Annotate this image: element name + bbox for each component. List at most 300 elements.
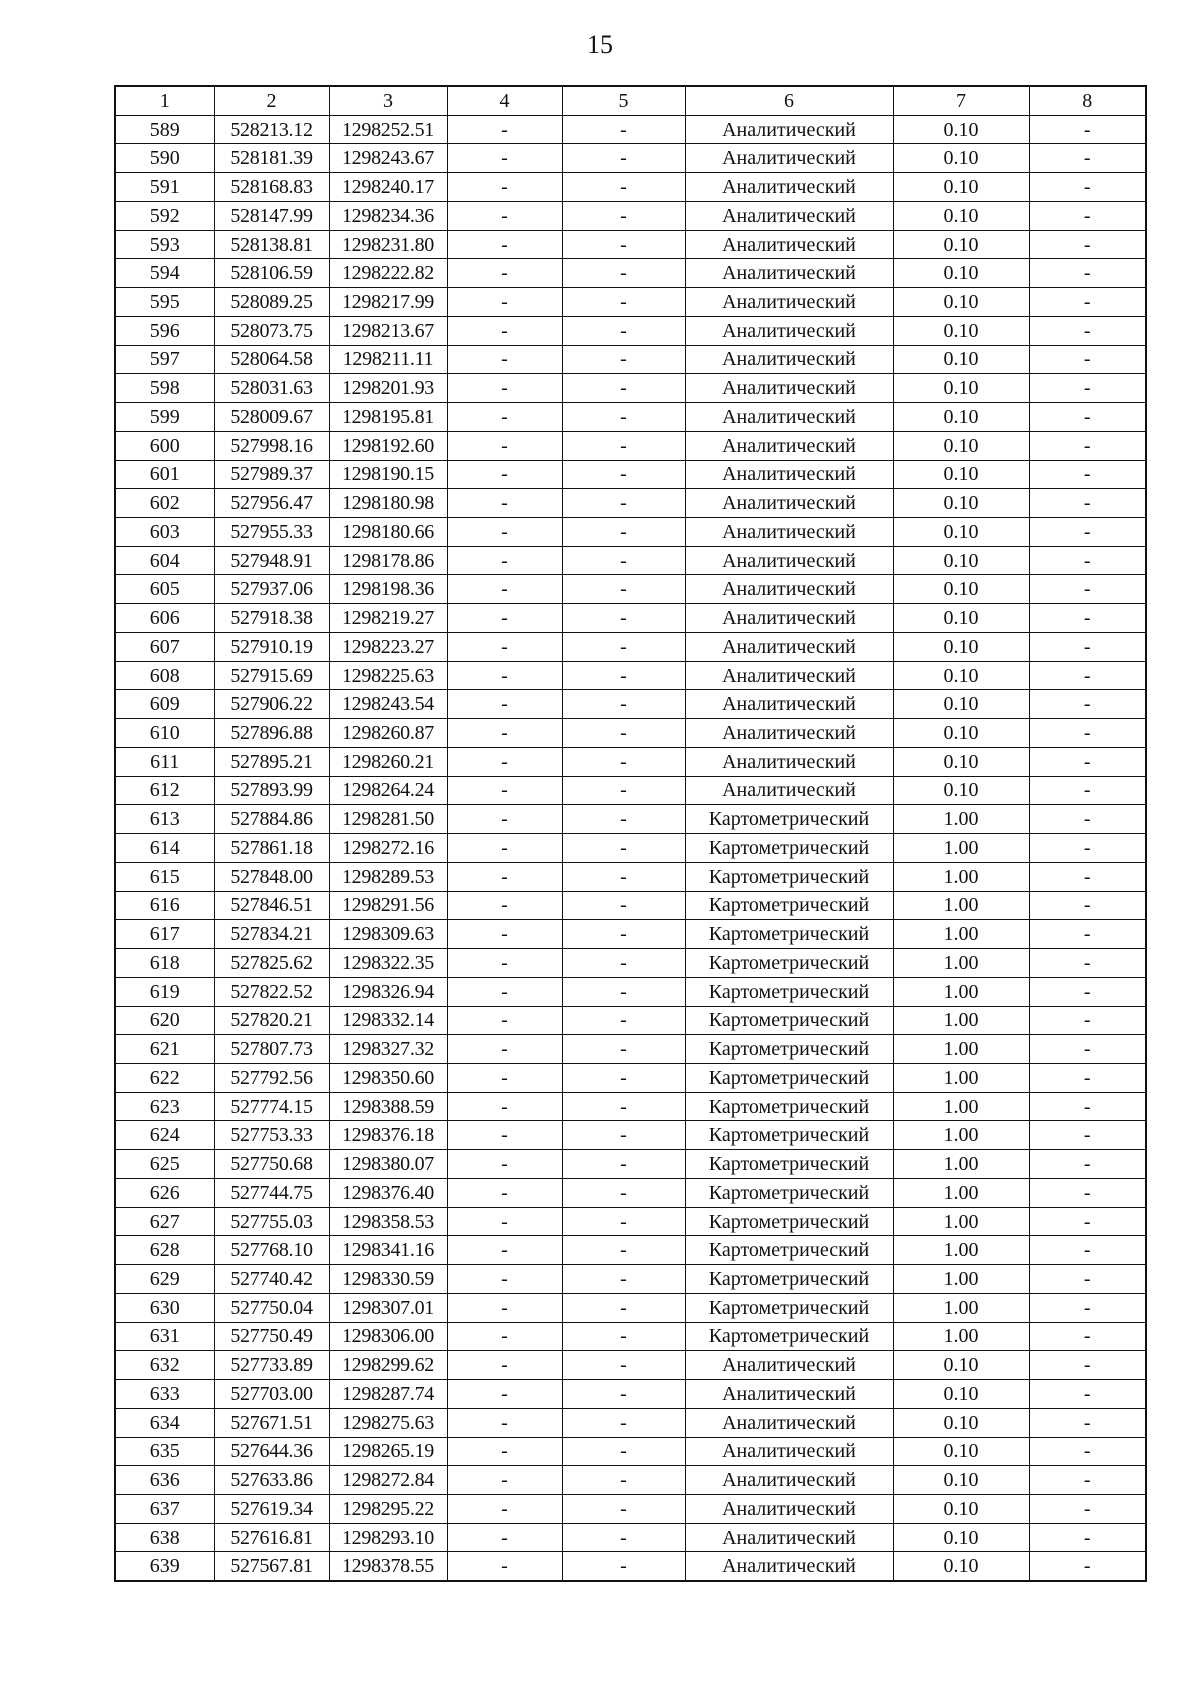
col4-cell: -	[447, 1063, 562, 1092]
x-coordinate-cell: 527753.33	[214, 1121, 329, 1150]
col4-cell: -	[447, 1351, 562, 1380]
method-cell: Аналитический	[685, 661, 893, 690]
accuracy-cell: 1.00	[893, 1293, 1029, 1322]
col5-cell: -	[562, 1035, 685, 1064]
col4-cell: -	[447, 891, 562, 920]
x-coordinate-cell: 527567.81	[214, 1552, 329, 1581]
col8-cell: -	[1029, 1408, 1146, 1437]
table-row	[115, 604, 1146, 633]
table-row	[115, 259, 1146, 288]
col4-cell: -	[447, 1121, 562, 1150]
point-number-cell: 630	[115, 1293, 214, 1322]
method-cell: Картометрический	[685, 1092, 893, 1121]
point-number-cell: 608	[115, 661, 214, 690]
point-number-cell: 613	[115, 805, 214, 834]
col8-cell: -	[1029, 316, 1146, 345]
y-coordinate-cell: 1298307.01	[329, 1293, 447, 1322]
col4-cell: -	[447, 1437, 562, 1466]
col5-cell: -	[562, 776, 685, 805]
method-cell: Аналитический	[685, 288, 893, 317]
accuracy-cell: 1.00	[893, 834, 1029, 863]
y-coordinate-cell: 1298195.81	[329, 403, 447, 432]
col5-cell: -	[562, 1408, 685, 1437]
col8-cell: -	[1029, 977, 1146, 1006]
col8-cell: -	[1029, 115, 1146, 144]
col4-cell: -	[447, 1035, 562, 1064]
method-cell: Аналитический	[685, 460, 893, 489]
y-coordinate-cell: 1298219.27	[329, 604, 447, 633]
col4-cell: -	[447, 230, 562, 259]
x-coordinate-cell: 528138.81	[214, 230, 329, 259]
col8-cell: -	[1029, 259, 1146, 288]
col8-cell: -	[1029, 747, 1146, 776]
point-number-cell: 604	[115, 546, 214, 575]
x-coordinate-cell: 527755.03	[214, 1207, 329, 1236]
point-number-cell: 617	[115, 920, 214, 949]
point-number-cell: 609	[115, 690, 214, 719]
col5-cell: -	[562, 518, 685, 547]
method-cell: Аналитический	[685, 1408, 893, 1437]
accuracy-cell: 0.10	[893, 1351, 1029, 1380]
table-row	[115, 1293, 1146, 1322]
method-cell: Аналитический	[685, 374, 893, 403]
y-coordinate-cell: 1298281.50	[329, 805, 447, 834]
method-cell: Картометрический	[685, 1265, 893, 1294]
col4-cell: -	[447, 173, 562, 202]
col8-cell: -	[1029, 201, 1146, 230]
y-coordinate-cell: 1298180.66	[329, 518, 447, 547]
x-coordinate-cell: 528147.99	[214, 201, 329, 230]
col8-cell: -	[1029, 1121, 1146, 1150]
y-coordinate-cell: 1298260.87	[329, 719, 447, 748]
x-coordinate-cell: 527834.21	[214, 920, 329, 949]
col8-cell: -	[1029, 575, 1146, 604]
x-coordinate-cell: 527937.06	[214, 575, 329, 604]
col5-cell: -	[562, 690, 685, 719]
x-coordinate-cell: 527644.36	[214, 1437, 329, 1466]
method-cell: Аналитический	[685, 575, 893, 604]
col8-cell: -	[1029, 776, 1146, 805]
accuracy-cell: 0.10	[893, 661, 1029, 690]
table-row	[115, 834, 1146, 863]
x-coordinate-cell: 527744.75	[214, 1178, 329, 1207]
y-coordinate-cell: 1298213.67	[329, 316, 447, 345]
col4-cell: -	[447, 201, 562, 230]
method-cell: Картометрический	[685, 1236, 893, 1265]
column-header-1: 1	[115, 86, 214, 115]
x-coordinate-cell: 528089.25	[214, 288, 329, 317]
x-coordinate-cell: 527998.16	[214, 431, 329, 460]
method-cell: Аналитический	[685, 1437, 893, 1466]
col5-cell: -	[562, 546, 685, 575]
table-row	[115, 690, 1146, 719]
col5-cell: -	[562, 374, 685, 403]
x-coordinate-cell: 527861.18	[214, 834, 329, 863]
x-coordinate-cell: 527825.62	[214, 949, 329, 978]
col5-cell: -	[562, 1523, 685, 1552]
col8-cell: -	[1029, 862, 1146, 891]
table-row	[115, 805, 1146, 834]
col5-cell: -	[562, 403, 685, 432]
point-number-cell: 625	[115, 1150, 214, 1179]
x-coordinate-cell: 527846.51	[214, 891, 329, 920]
col5-cell: -	[562, 1494, 685, 1523]
x-coordinate-cell: 527910.19	[214, 632, 329, 661]
accuracy-cell: 1.00	[893, 891, 1029, 920]
method-cell: Картометрический	[685, 1207, 893, 1236]
accuracy-cell: 0.10	[893, 546, 1029, 575]
col4-cell: -	[447, 115, 562, 144]
col4-cell: -	[447, 1092, 562, 1121]
point-number-cell: 636	[115, 1466, 214, 1495]
table-row	[115, 632, 1146, 661]
method-cell: Аналитический	[685, 259, 893, 288]
point-number-cell: 634	[115, 1408, 214, 1437]
col4-cell: -	[447, 1408, 562, 1437]
col8-cell: -	[1029, 431, 1146, 460]
point-number-cell: 629	[115, 1265, 214, 1294]
table-row	[115, 1121, 1146, 1150]
y-coordinate-cell: 1298198.36	[329, 575, 447, 604]
table-row	[115, 920, 1146, 949]
table-row	[115, 489, 1146, 518]
y-coordinate-cell: 1298376.18	[329, 1121, 447, 1150]
table-row	[115, 719, 1146, 748]
x-coordinate-cell: 527948.91	[214, 546, 329, 575]
x-coordinate-cell: 527792.56	[214, 1063, 329, 1092]
col4-cell: -	[447, 575, 562, 604]
col8-cell: -	[1029, 1322, 1146, 1351]
y-coordinate-cell: 1298358.53	[329, 1207, 447, 1236]
point-number-cell: 615	[115, 862, 214, 891]
y-coordinate-cell: 1298240.17	[329, 173, 447, 202]
table-row	[115, 1006, 1146, 1035]
y-coordinate-cell: 1298388.59	[329, 1092, 447, 1121]
accuracy-cell: 1.00	[893, 1121, 1029, 1150]
y-coordinate-cell: 1298243.54	[329, 690, 447, 719]
accuracy-cell: 1.00	[893, 805, 1029, 834]
col8-cell: -	[1029, 1552, 1146, 1581]
accuracy-cell: 0.10	[893, 144, 1029, 173]
page-number: 15	[587, 30, 613, 59]
x-coordinate-cell: 528064.58	[214, 345, 329, 374]
y-coordinate-cell: 1298272.16	[329, 834, 447, 863]
y-coordinate-cell: 1298211.11	[329, 345, 447, 374]
x-coordinate-cell: 527616.81	[214, 1523, 329, 1552]
y-coordinate-cell: 1298201.93	[329, 374, 447, 403]
table-row	[115, 1322, 1146, 1351]
method-cell: Картометрический	[685, 1121, 893, 1150]
accuracy-cell: 0.10	[893, 575, 1029, 604]
x-coordinate-cell: 527820.21	[214, 1006, 329, 1035]
accuracy-cell: 0.10	[893, 776, 1029, 805]
col4-cell: -	[447, 949, 562, 978]
col8-cell: -	[1029, 489, 1146, 518]
method-cell: Картометрический	[685, 1178, 893, 1207]
point-number-cell: 626	[115, 1178, 214, 1207]
method-cell: Картометрический	[685, 1006, 893, 1035]
col4-cell: -	[447, 144, 562, 173]
y-coordinate-cell: 1298376.40	[329, 1178, 447, 1207]
table-row	[115, 1178, 1146, 1207]
method-cell: Аналитический	[685, 1552, 893, 1581]
point-number-cell: 589	[115, 115, 214, 144]
col5-cell: -	[562, 431, 685, 460]
x-coordinate-cell: 527989.37	[214, 460, 329, 489]
col5-cell: -	[562, 1265, 685, 1294]
x-coordinate-cell: 527768.10	[214, 1236, 329, 1265]
table-row	[115, 546, 1146, 575]
accuracy-cell: 1.00	[893, 1322, 1029, 1351]
table-row	[115, 1207, 1146, 1236]
method-cell: Аналитический	[685, 604, 893, 633]
x-coordinate-cell: 527740.42	[214, 1265, 329, 1294]
y-coordinate-cell: 1298178.86	[329, 546, 447, 575]
col4-cell: -	[447, 805, 562, 834]
col5-cell: -	[562, 1380, 685, 1409]
y-coordinate-cell: 1298306.00	[329, 1322, 447, 1351]
col8-cell: -	[1029, 891, 1146, 920]
col8-cell: -	[1029, 1437, 1146, 1466]
point-number-cell: 602	[115, 489, 214, 518]
accuracy-cell: 0.10	[893, 1523, 1029, 1552]
accuracy-cell: 0.10	[893, 201, 1029, 230]
accuracy-cell: 0.10	[893, 431, 1029, 460]
point-number-cell: 610	[115, 719, 214, 748]
y-coordinate-cell: 1298264.24	[329, 776, 447, 805]
col5-cell: -	[562, 604, 685, 633]
point-number-cell: 601	[115, 460, 214, 489]
col5-cell: -	[562, 834, 685, 863]
col4-cell: -	[447, 1150, 562, 1179]
col5-cell: -	[562, 201, 685, 230]
x-coordinate-cell: 527955.33	[214, 518, 329, 547]
point-number-cell: 639	[115, 1552, 214, 1581]
col8-cell: -	[1029, 345, 1146, 374]
method-cell: Картометрический	[685, 805, 893, 834]
table-row	[115, 1494, 1146, 1523]
y-coordinate-cell: 1298332.14	[329, 1006, 447, 1035]
point-number-cell: 593	[115, 230, 214, 259]
table-row	[115, 977, 1146, 1006]
method-cell: Аналитический	[685, 546, 893, 575]
col8-cell: -	[1029, 1523, 1146, 1552]
col4-cell: -	[447, 1322, 562, 1351]
col5-cell: -	[562, 288, 685, 317]
accuracy-cell: 1.00	[893, 1265, 1029, 1294]
accuracy-cell: 1.00	[893, 1006, 1029, 1035]
col4-cell: -	[447, 834, 562, 863]
method-cell: Картометрический	[685, 920, 893, 949]
col5-cell: -	[562, 805, 685, 834]
x-coordinate-cell: 528213.12	[214, 115, 329, 144]
accuracy-cell: 0.10	[893, 173, 1029, 202]
col8-cell: -	[1029, 690, 1146, 719]
y-coordinate-cell: 1298330.59	[329, 1265, 447, 1294]
accuracy-cell: 0.10	[893, 690, 1029, 719]
accuracy-cell: 0.10	[893, 747, 1029, 776]
col4-cell: -	[447, 661, 562, 690]
col8-cell: -	[1029, 1265, 1146, 1294]
y-coordinate-cell: 1298180.98	[329, 489, 447, 518]
col4-cell: -	[447, 460, 562, 489]
y-coordinate-cell: 1298327.32	[329, 1035, 447, 1064]
col4-cell: -	[447, 518, 562, 547]
y-coordinate-cell: 1298293.10	[329, 1523, 447, 1552]
col4-cell: -	[447, 259, 562, 288]
col8-cell: -	[1029, 1006, 1146, 1035]
accuracy-cell: 1.00	[893, 949, 1029, 978]
y-coordinate-cell: 1298272.84	[329, 1466, 447, 1495]
col5-cell: -	[562, 1552, 685, 1581]
x-coordinate-cell: 527956.47	[214, 489, 329, 518]
table-row	[115, 316, 1146, 345]
col5-cell: -	[562, 862, 685, 891]
point-number-cell: 590	[115, 144, 214, 173]
table-row	[115, 288, 1146, 317]
y-coordinate-cell: 1298260.21	[329, 747, 447, 776]
method-cell: Аналитический	[685, 632, 893, 661]
col8-cell: -	[1029, 632, 1146, 661]
col5-cell: -	[562, 259, 685, 288]
table-row	[115, 1092, 1146, 1121]
col8-cell: -	[1029, 1092, 1146, 1121]
col4-cell: -	[447, 1006, 562, 1035]
col8-cell: -	[1029, 1466, 1146, 1495]
col5-cell: -	[562, 230, 685, 259]
column-header-8: 8	[1029, 86, 1146, 115]
col8-cell: -	[1029, 288, 1146, 317]
accuracy-cell: 0.10	[893, 316, 1029, 345]
method-cell: Аналитический	[685, 489, 893, 518]
method-cell: Картометрический	[685, 1150, 893, 1179]
col5-cell: -	[562, 1092, 685, 1121]
method-cell: Картометрический	[685, 862, 893, 891]
point-number-cell: 618	[115, 949, 214, 978]
method-cell: Аналитический	[685, 403, 893, 432]
col8-cell: -	[1029, 230, 1146, 259]
col8-cell: -	[1029, 1178, 1146, 1207]
col5-cell: -	[562, 1293, 685, 1322]
method-cell: Аналитический	[685, 230, 893, 259]
method-cell: Аналитический	[685, 518, 893, 547]
x-coordinate-cell: 527619.34	[214, 1494, 329, 1523]
accuracy-cell: 1.00	[893, 1092, 1029, 1121]
col4-cell: -	[447, 1293, 562, 1322]
y-coordinate-cell: 1298299.62	[329, 1351, 447, 1380]
col5-cell: -	[562, 489, 685, 518]
col8-cell: -	[1029, 834, 1146, 863]
point-number-cell: 614	[115, 834, 214, 863]
method-cell: Картометрический	[685, 1322, 893, 1351]
x-coordinate-cell: 528009.67	[214, 403, 329, 432]
x-coordinate-cell: 527750.49	[214, 1322, 329, 1351]
column-header-7: 7	[893, 86, 1029, 115]
table-row	[115, 776, 1146, 805]
y-coordinate-cell: 1298223.27	[329, 632, 447, 661]
accuracy-cell: 0.10	[893, 489, 1029, 518]
accuracy-cell: 1.00	[893, 1236, 1029, 1265]
col5-cell: -	[562, 144, 685, 173]
col4-cell: -	[447, 920, 562, 949]
col4-cell: -	[447, 403, 562, 432]
table-row	[115, 1236, 1146, 1265]
col5-cell: -	[562, 460, 685, 489]
x-coordinate-cell: 527633.86	[214, 1466, 329, 1495]
col4-cell: -	[447, 1523, 562, 1552]
y-coordinate-cell: 1298350.60	[329, 1063, 447, 1092]
x-coordinate-cell: 527774.15	[214, 1092, 329, 1121]
table-row	[115, 374, 1146, 403]
accuracy-cell: 0.10	[893, 230, 1029, 259]
point-number-cell: 637	[115, 1494, 214, 1523]
table-row	[115, 518, 1146, 547]
table-row	[115, 1063, 1146, 1092]
accuracy-cell: 0.10	[893, 115, 1029, 144]
y-coordinate-cell: 1298341.16	[329, 1236, 447, 1265]
x-coordinate-cell: 528181.39	[214, 144, 329, 173]
col8-cell: -	[1029, 403, 1146, 432]
method-cell: Аналитический	[685, 1466, 893, 1495]
point-number-cell: 619	[115, 977, 214, 1006]
col4-cell: -	[447, 776, 562, 805]
point-number-cell: 607	[115, 632, 214, 661]
table-row	[115, 1552, 1146, 1581]
method-cell: Картометрический	[685, 834, 893, 863]
accuracy-cell: 0.10	[893, 374, 1029, 403]
y-coordinate-cell: 1298380.07	[329, 1150, 447, 1179]
point-number-cell: 635	[115, 1437, 214, 1466]
point-number-cell: 638	[115, 1523, 214, 1552]
col8-cell: -	[1029, 661, 1146, 690]
y-coordinate-cell: 1298252.51	[329, 115, 447, 144]
accuracy-cell: 0.10	[893, 604, 1029, 633]
point-number-cell: 603	[115, 518, 214, 547]
x-coordinate-cell: 527822.52	[214, 977, 329, 1006]
x-coordinate-cell: 527906.22	[214, 690, 329, 719]
table-row	[115, 575, 1146, 604]
accuracy-cell: 0.10	[893, 1494, 1029, 1523]
point-number-cell: 595	[115, 288, 214, 317]
x-coordinate-cell: 528168.83	[214, 173, 329, 202]
col5-cell: -	[562, 1178, 685, 1207]
method-cell: Аналитический	[685, 1523, 893, 1552]
table-row	[115, 891, 1146, 920]
x-coordinate-cell: 527733.89	[214, 1351, 329, 1380]
x-coordinate-cell: 527895.21	[214, 747, 329, 776]
point-number-cell: 632	[115, 1351, 214, 1380]
method-cell: Аналитический	[685, 144, 893, 173]
table-row	[115, 1466, 1146, 1495]
y-coordinate-cell: 1298217.99	[329, 288, 447, 317]
col5-cell: -	[562, 1351, 685, 1380]
method-cell: Картометрический	[685, 977, 893, 1006]
y-coordinate-cell: 1298192.60	[329, 431, 447, 460]
table-row	[115, 144, 1146, 173]
point-number-cell: 592	[115, 201, 214, 230]
method-cell: Аналитический	[685, 201, 893, 230]
point-number-cell: 598	[115, 374, 214, 403]
x-coordinate-cell: 527915.69	[214, 661, 329, 690]
point-number-cell: 621	[115, 1035, 214, 1064]
col5-cell: -	[562, 920, 685, 949]
table-row	[115, 173, 1146, 202]
x-coordinate-cell: 528031.63	[214, 374, 329, 403]
accuracy-cell: 0.10	[893, 259, 1029, 288]
table-row	[115, 1035, 1146, 1064]
accuracy-cell: 0.10	[893, 460, 1029, 489]
col5-cell: -	[562, 949, 685, 978]
